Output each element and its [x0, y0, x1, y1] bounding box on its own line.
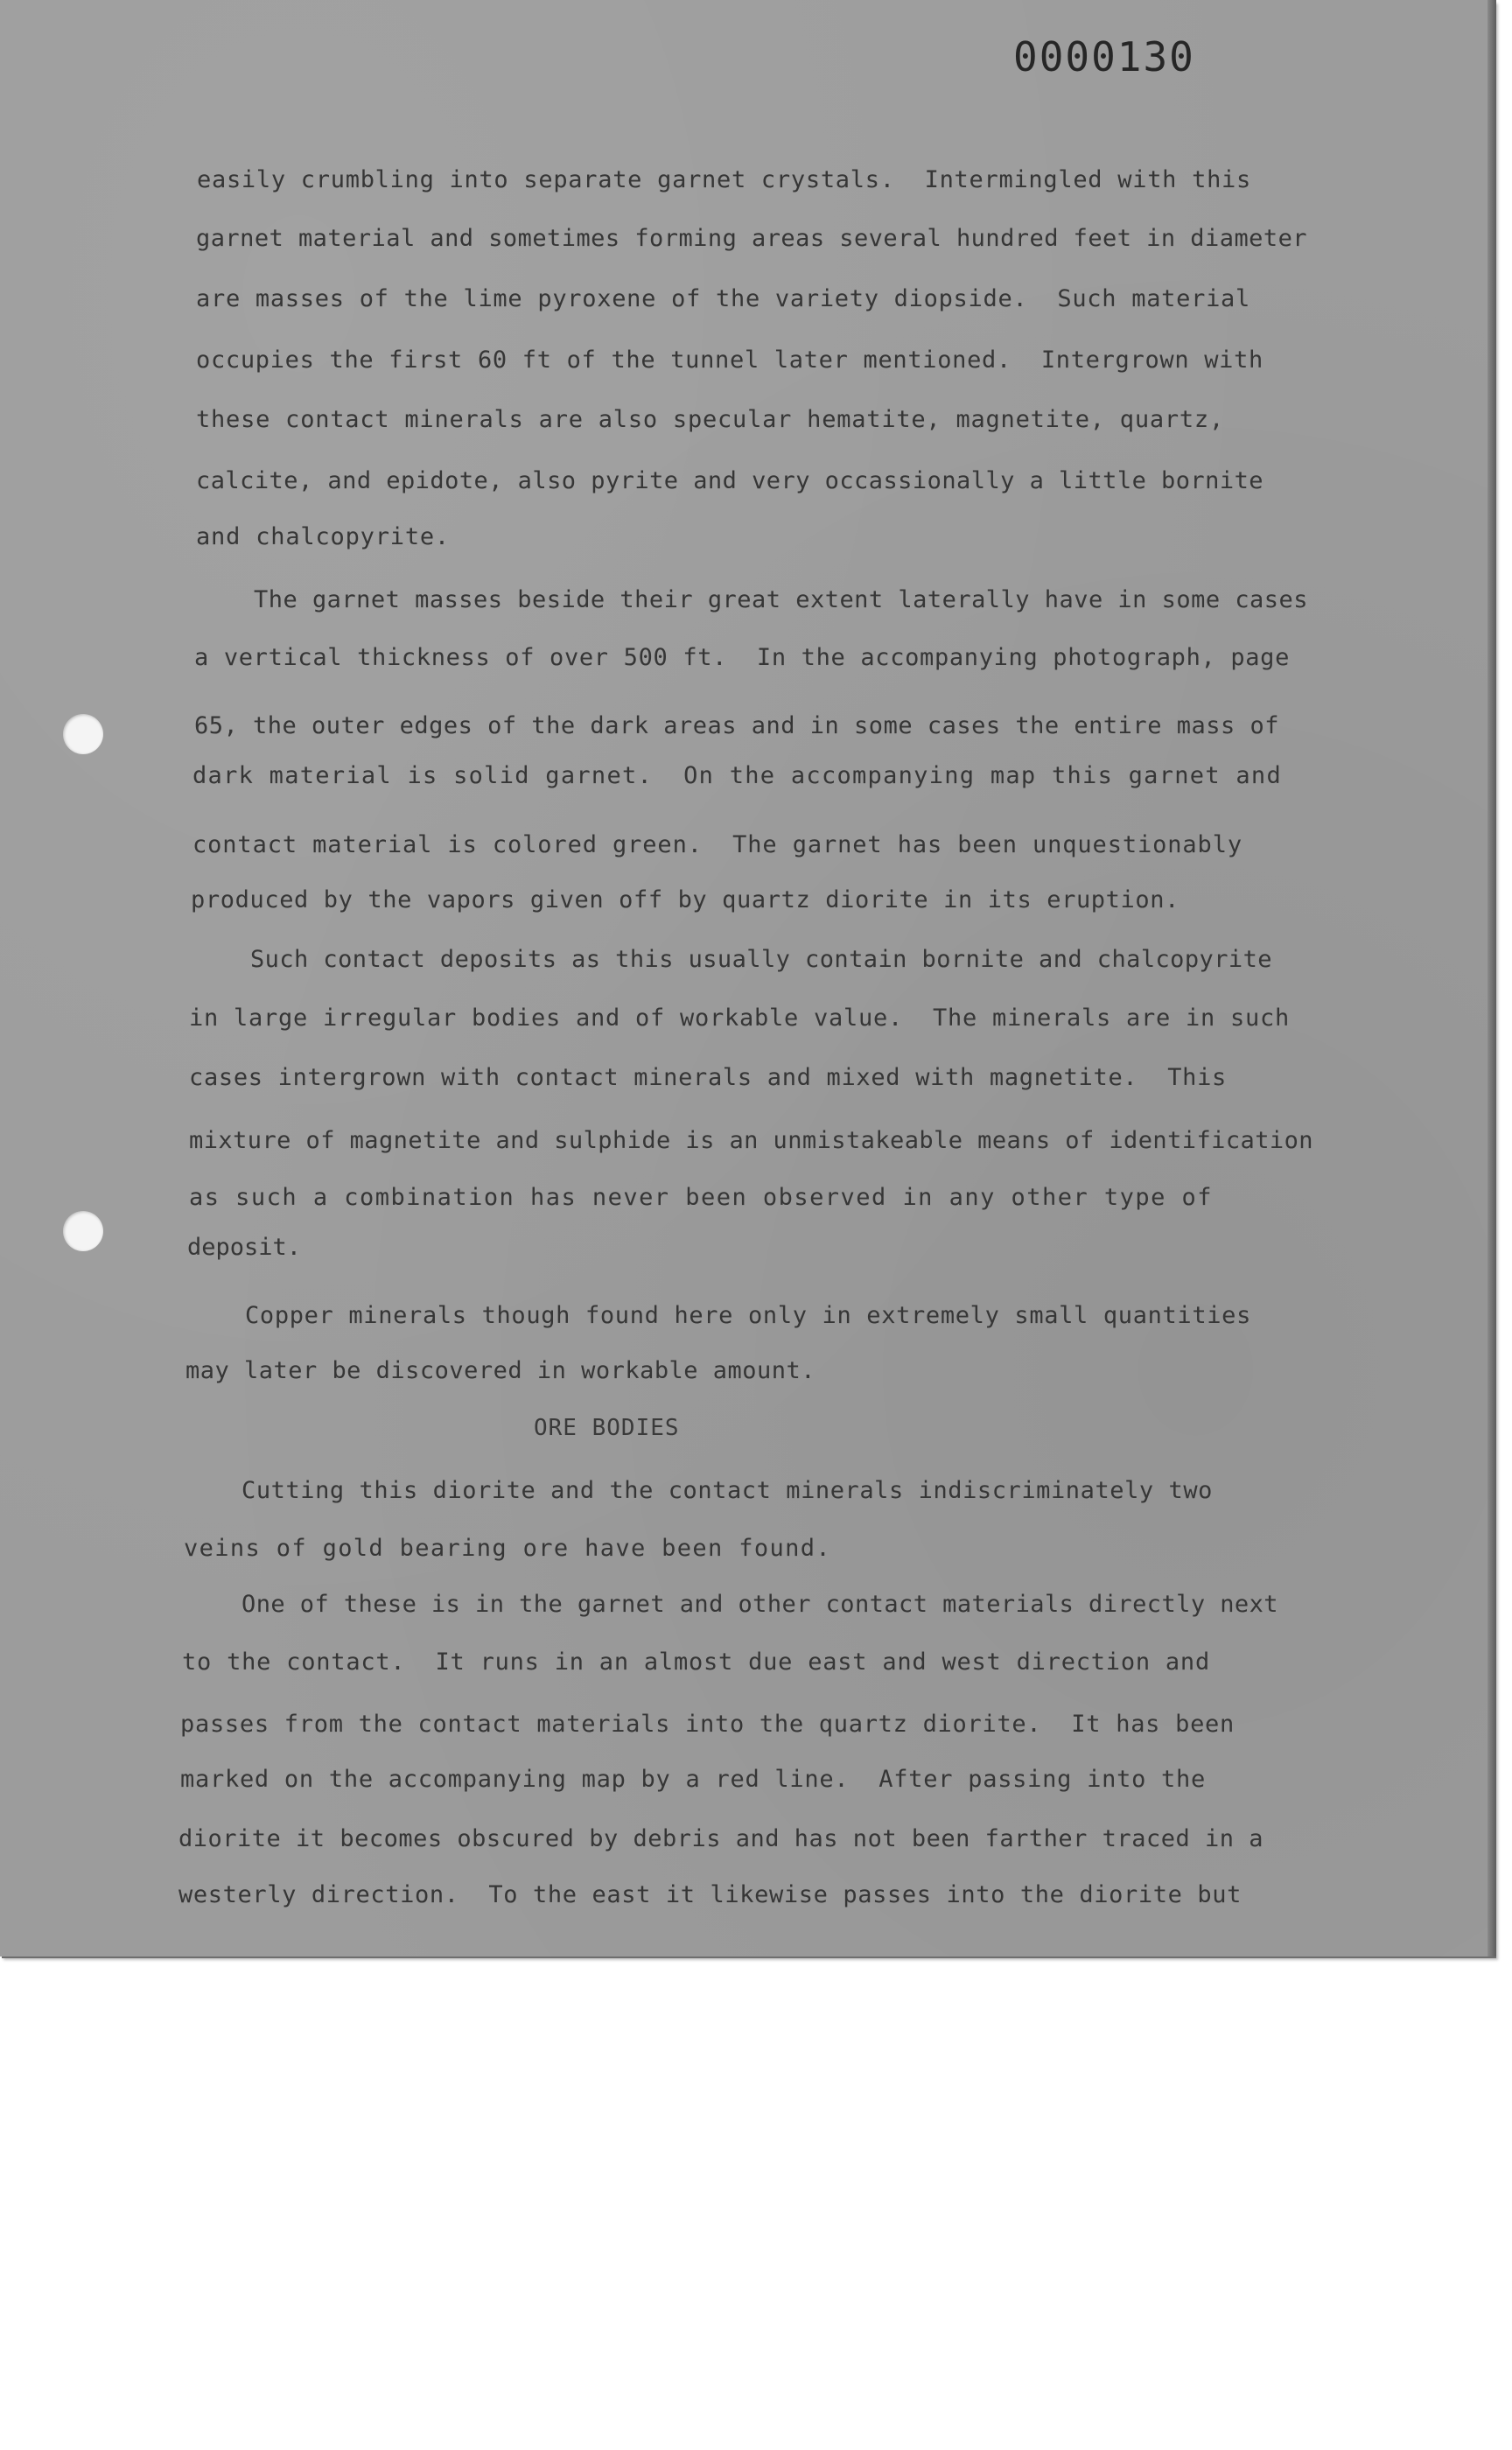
section-heading: ORE BODIES — [534, 1415, 680, 1441]
text-line: garnet material and sometimes forming areas several hundred feet in diameter — [196, 225, 1307, 252]
text-line: deposit. — [187, 1234, 301, 1261]
text-line: a vertical thickness of over 500 ft. In the accompanying photograph, page — [194, 644, 1290, 671]
text-line: cases intergrown with contact minerals and mixed with magnetite. This — [189, 1064, 1227, 1091]
text-line: westerly direction. To the east it likewise passes into the diorite but — [178, 1881, 1242, 1908]
text-line: may later be discovered in workable amount. — [186, 1357, 816, 1384]
text-line: mixture of magnetite and sulphide is an unmistakeable means of identification — [189, 1127, 1313, 1154]
text-line: One of these is in the garnet and other contact materials directly next — [242, 1591, 1278, 1618]
text-line: in large irregular bodies and of workable value. The minerals are in such — [189, 1004, 1290, 1032]
punch-hole-lower — [63, 1211, 103, 1251]
text-line: 65, the outer edges of the dark areas and in some cases the entire mass of — [194, 712, 1280, 739]
text-line: occupies the first 60 ft of the tunnel later mentioned. Intergrown with — [196, 346, 1264, 374]
text-line: The garnet masses beside their great extent laterally have in some cases — [254, 586, 1308, 613]
text-line: produced by the vapors given off by quartz diorite in its eruption. — [191, 886, 1180, 914]
text-line: marked on the accompanying map by a red line. After passing into the — [180, 1766, 1206, 1793]
text-line: calcite, and epidote, also pyrite and very occassionally a little bornite — [196, 467, 1264, 494]
text-line: to the contact. It runs in an almost due east and west direction and — [182, 1648, 1210, 1676]
punch-hole-upper — [63, 714, 103, 754]
text-line: dark material is solid garnet. On the accompanying map this garnet and — [192, 762, 1282, 789]
text-line: are masses of the lime pyroxene of the variety diopside. Such material — [196, 285, 1250, 312]
text-line: Cutting this diorite and the contact minerals indiscriminately two — [242, 1477, 1213, 1504]
text-line: Copper minerals though found here only in extremely small quantities — [245, 1302, 1251, 1329]
text-line: these contact minerals are also specular hematite, magnetite, quartz, — [196, 406, 1224, 433]
text-line: contact material is colored green. The garnet has been unquestionably — [192, 831, 1242, 858]
text-line: easily crumbling into separate garnet crystals. Intermingled with this — [197, 166, 1251, 193]
page-edge-shadow — [1488, 0, 1496, 1956]
text-line: veins of gold bearing ore have been found. — [184, 1535, 831, 1562]
text-line: Such contact deposits as this usually contain bornite and chalcopyrite — [250, 946, 1272, 973]
text-line: as such a combination has never been observed in any other type of — [189, 1184, 1213, 1211]
text-line: and chalcopyrite. — [196, 523, 450, 550]
text-line: diorite it becomes obscured by debris and has not been farther traced in a — [178, 1825, 1264, 1852]
text-line: passes from the contact materials into the quartz diorite. It has been — [180, 1711, 1235, 1738]
page-number: 0000130 — [1013, 33, 1195, 80]
